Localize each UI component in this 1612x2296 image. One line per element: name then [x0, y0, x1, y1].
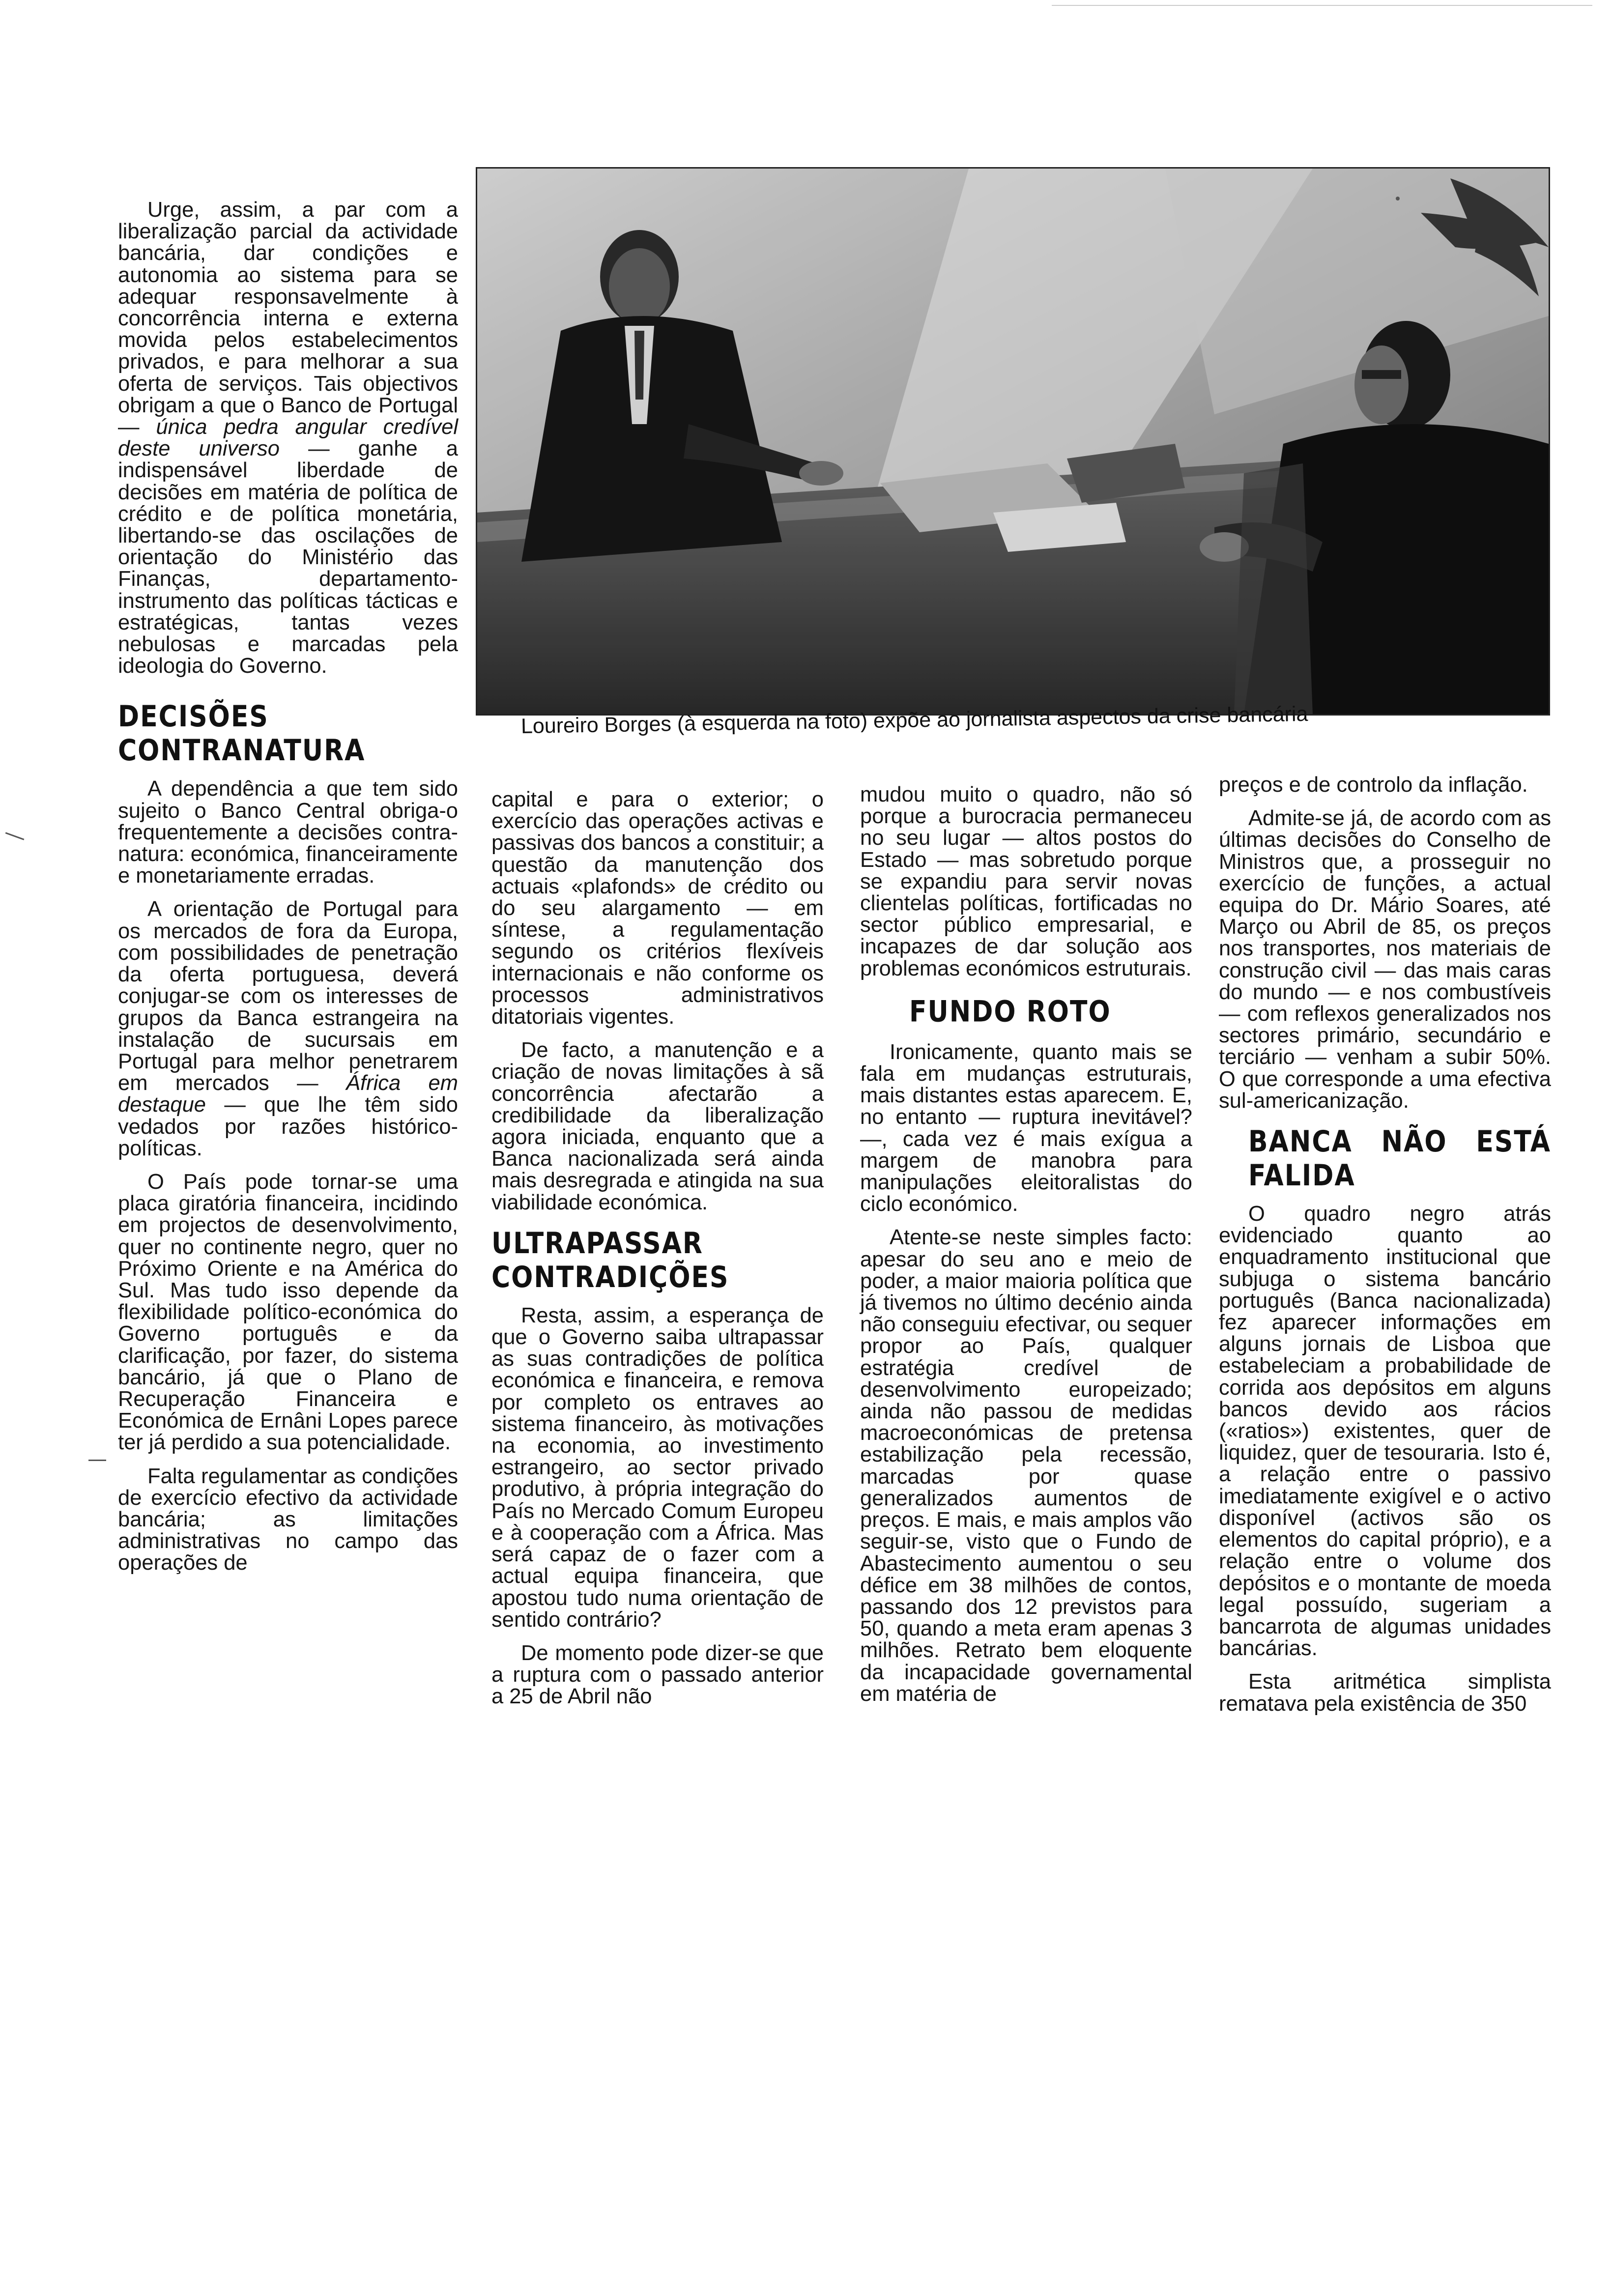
col1-p1-end: — ganhe a indispensável liberdade de decisões em matéria de política de crédito e de política monetária, libertando-se das oscilações de orientação do Ministério das Finanças, departamento-instrumento das políticas tácticas e estratégicas, tantas vezes nebulosas e marcadas pela ideologia do Governo. [118, 437, 458, 678]
scan-mark [5, 832, 25, 840]
col2-paragraph-3: Resta, assim, a esperança de que o Governo saiba ultrapassar as suas contradições de política económica e financeira, e remova por completo os entraves ao sistema financeiro, às motivações na economia, ao investimento estrangeiro, ao sector privado produtivo, à própria integração do País no Mercado Comum Europeu e à cooperação com a África. Mas será capaz de o fazer com a actual equipa financeira, que apostou tudo numa orientação de sentido contrário? [491, 1303, 824, 1632]
col2-paragraph-1: capital e para o exterior; o exercício das operações activas e passivas dos bancos a constituir; a questão da manutenção dos actuais «plafonds» de crédito ou do seu alargamento — em síntese, a regulamentação segundo os critérios flexíveis internacionais e não conforme os processos administrativos ditatoriais vigentes. [491, 788, 824, 1029]
col1-paragraph-4: O País pode tornar-se uma placa giratória financeira, incidindo em projectos de desenvolvimento, quer no continente negro, quer no Próximo Oriente e na América do Sul. Mas tudo isso depende da flexibilidade político-económica do Governo português e da clarificação, por fazer, do sistema bancário, já que o Plano de Recuperação Financeira e Económica de Ernâni Lopes parece ter já perdido a sua potencialidade. [118, 1170, 458, 1455]
col3-paragraph-2: Ironicamente, quanto mais se fala em mudanças estruturais, mais distantes estas aparecem. E, no entanto — ruptura inevitável? —, cada vez é mais exígua a margem de manobra para manipulações eleitoralistas do ciclo económico. [860, 1040, 1192, 1216]
heading-fundo-roto: FUNDO ROTO [909, 995, 1111, 1029]
col1-p1-emphasis: única pedra angular credível deste universo [118, 415, 458, 461]
column-2 [491, 789, 824, 1708]
news-photo [476, 167, 1550, 716]
col1-paragraph-1 [118, 199, 458, 677]
scan-mark [1396, 197, 1400, 201]
col4-paragraph-3: O quadro negro atrás evidenciado quanto ao enquadramento institucional que subjuga o sistema bancário português (Banca nacionalizada) fez aparecer informações em alguns jornais de Lisboa que estabeleciam a probabilidade de corrida aos depósitos em alguns bancos devido aos rácios («ratios») existentes, quer de liquidez, quer de tesouraria. Isto é, a relação entre o passivo imediatamente exigível e o activo disponível (activos são os elementos do capital próprio), e a relação entre o volume dos depósitos e o montante de moeda legal possuído, sugeriam a bancarrota de algumas unidades bancárias. [1219, 1202, 1551, 1661]
photo-illustration [477, 169, 1549, 714]
col1-p3-emphasis: África em destaque [118, 1071, 458, 1117]
column-3 [860, 784, 1192, 1705]
col4-paragraph-1: preços e de controlo da inflação. [1219, 773, 1528, 797]
col1-p3-text: A orientação de Portugal para os mercados de fora da Europa, com possibilidades de penetração da oferta portuguesa, deverá conjugar-se com os interesses de grupos da Banca estrangeira na instalação de sucursais em Portugal para melhor penetrarem em mercados — [118, 897, 458, 1095]
col4-paragraph-2: Admite-se já, de acordo com as últimas decisões do Conselho de Ministros que, a prosseguir no exercício de funções, a actual equipa do Dr. Mário Soares, até Março ou Abril de 85, os preços nos transportes, nos materiais de construção civil — das mais caras do mundo — e nos combustíveis — com reflexos generalizados nos sectores primário, secundário e terciário — venham a subir 50%. O que corresponde a uma efectiva sul-americanização. [1219, 806, 1551, 1113]
col1-paragraph-5: Falta regulamentar as condições de exercício efectivo da actividade bancária; as limitações administrativas no campo das operações de [118, 1464, 458, 1575]
heading-decisoes-contranatura: DECISÕES CONTRANATURA [118, 700, 366, 768]
col1-p3-end: — que lhe têm sido vedados por razões histórico-políticas. [118, 1093, 458, 1160]
col1-paragraph-3 [118, 898, 458, 1159]
col3-paragraph-3: Atente-se neste simples facto: apesar do seu ano e meio de poder, a maior maioria política que já tivemos no último decénio ainda não conseguiu efectivar, ou sequer propor ao País, qualquer estratégia credível de desenvolvimento europeizado; ainda não passou de medidas macroeconómicas de pretensa estabilização pela recessão, marcadas por quase generalizados aumentos de preços. E mais, e mais amplos vão seguir-se, visto que o Fundo de Abastecimento aumentou o seu défice em 38 milhões de contos, passando dos 12 previstos para 50, quando a meta eram apenas 3 milhões. Retrato bem eloquente da incapacidade governamental em matéria de [860, 1226, 1192, 1706]
col1-p1-text: Urge, assim, a par com a liberalização parcial da actividade bancária, dar condições e autonomia ao sistema para se adequar responsavelmente à concorrência interna e externa movida pelos estabelecimentos privados, e para melhorar a sua oferta de serviços. Tais objectivos obrigam a que o Banco de Portugal — [118, 198, 458, 439]
col2-paragraph-4: De momento pode dizer-se que a ruptura com o passado anterior a 25 de Abril não [491, 1641, 824, 1709]
heading-ultrapassar-contradicoes: ULTRAPASSAR CONTRADIÇÕES [491, 1226, 729, 1294]
col1-paragraph-2: A dependência a que tem sido sujeito o Banco Central obriga-o frequentemente a decisões contra-natura: económica, financeiramente e monetariamente erradas. [118, 777, 458, 888]
col4-paragraph-4: Esta aritmética simplista rematava pela existência de 350 [1219, 1670, 1551, 1716]
scan-mark [88, 1460, 106, 1461]
photo-caption: Loureiro Borges (à esquerda na foto) expõe ao jornalista aspectos da crise bancária [520, 702, 1308, 738]
column-4 [1219, 774, 1551, 1715]
col2-paragraph-2: De facto, a manutenção e a criação de novas limitações à sã concorrência afectarão a credibilidade da liberalização agora iniciada, enquanto que a Banca nacionalizada será ainda mais desregrada e atingida na sua viabilidade económica. [491, 1038, 824, 1214]
column-1 [118, 199, 458, 1574]
col3-paragraph-1: mudou muito o quadro, não só porque a burocracia permaneceu no seu lugar — altos postos do Estado — mas sobretudo porque se expandiu para servir novas clientelas políticas, fortificadas no sector público empresarial, e incapazes de dar solução aos problemas económicos estruturais. [860, 783, 1192, 980]
top-rule [1052, 5, 1592, 6]
heading-banca-nao-esta-falida: BANCA NÃO ESTÁ FALIDA [1248, 1125, 1551, 1193]
